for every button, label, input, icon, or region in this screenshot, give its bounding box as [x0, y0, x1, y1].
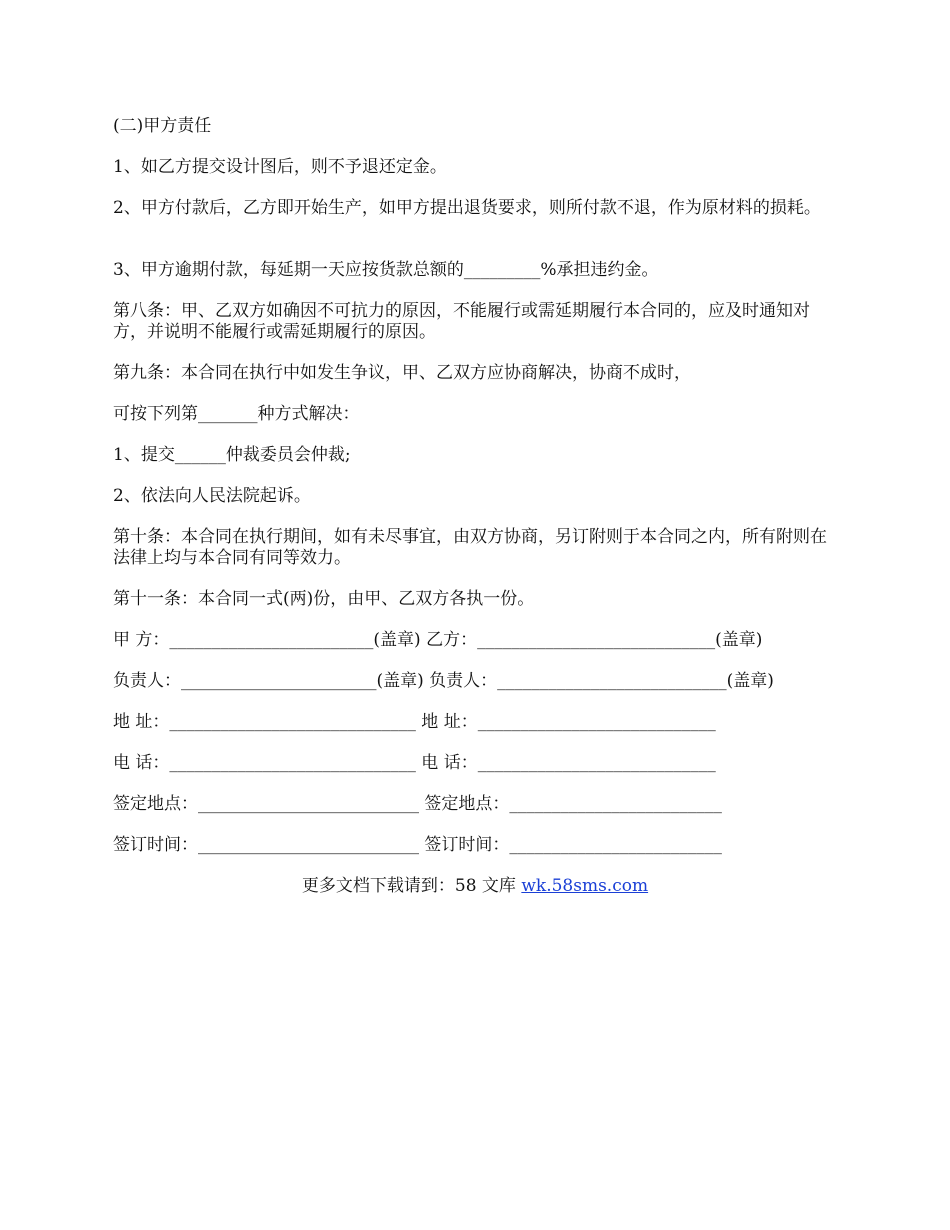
footer-link[interactable]: wk.58sms.com — [521, 876, 649, 896]
signature-line-party: 甲 方：________________________(盖章) 乙方：____________________________(盖章) — [113, 630, 763, 650]
signature-line-signing-time: 签订时间：__________________________ 签订时间：_________________________ — [113, 835, 722, 855]
signature-line-phone: 电 话：_____________________________ 电 话：____________________________ — [113, 753, 716, 773]
clause-paragraph: 3、甲方逾期付款，每延期一天应按货款总额的_________%承担违约金。 — [113, 260, 659, 280]
clause-paragraph: 2、依法向人民法院起诉。 — [113, 486, 311, 506]
clause-paragraph: 1、提交______仲裁委员会仲裁; — [113, 445, 351, 465]
clause-paragraph: 2、甲方付款后，乙方即开始生产，如甲方提出退货要求，则所付款不退，作为原材料的损耗。 — [113, 198, 821, 218]
signature-line-address: 地 址：_____________________________ 地 址：____________________________ — [113, 712, 716, 732]
signature-line-signing-place: 签定地点：__________________________ 签定地点：_________________________ — [113, 794, 722, 814]
clause-paragraph: 第十一条：本合同一式(两)份，由甲、乙双方各执一份。 — [113, 589, 535, 609]
clause-paragraph: 第九条：本合同在执行中如发生争议，甲、乙双方应协商解决，协商不成时， — [113, 363, 691, 383]
signature-line-representative: 负责人：_______________________(盖章) 负责人：___________________________(盖章) — [113, 671, 774, 691]
clause-paragraph: 可按下列第_______种方式解决： — [113, 404, 360, 424]
section-heading-party-a-duties: (二)甲方责任 — [113, 116, 212, 136]
footer — [0, 876, 950, 897]
clause-paragraph: 1、如乙方提交设计图后，则不予退还定金。 — [113, 157, 447, 177]
clause-paragraph: 第八条：甲、乙双方如确因不可抗力的原因，不能履行或需延期履行本合同的，应及时通知对方，并说明不能履行或需延期履行的原因。 — [113, 301, 810, 342]
footer-text: 更多文档下载请到：58 文库 — [301, 876, 522, 896]
clause-paragraph: 第十条：本合同在执行期间，如有未尽事宜，由双方协商，另订附则于本合同之内，所有附则在法律上均与本合同有同等效力。 — [113, 527, 827, 568]
